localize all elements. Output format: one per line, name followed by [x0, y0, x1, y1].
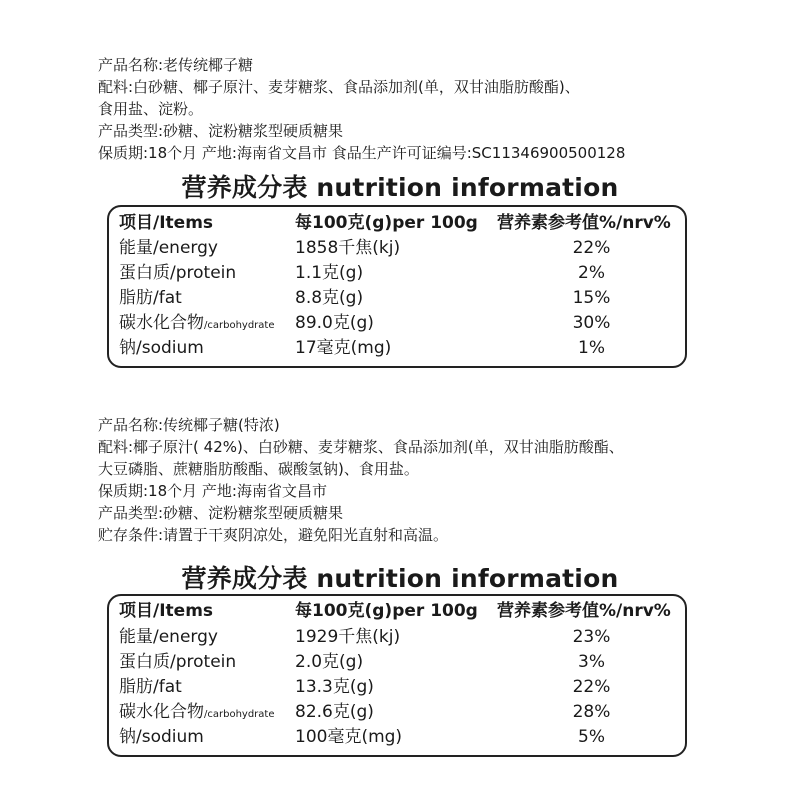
table-row [109, 625, 685, 650]
nutrient-nrv: 23% [572, 627, 611, 647]
nutrient-nrv: 22% [572, 677, 611, 697]
nutrient-name: 蛋白质/protein [119, 652, 237, 672]
table-row [109, 675, 685, 700]
nutrient-name: 钠/sodium [119, 727, 204, 747]
nutrient-value: 17毫克(mg) [295, 338, 392, 358]
table-row [109, 286, 685, 311]
nutrient-value: 8.8克(g) [295, 288, 364, 308]
table-row [109, 725, 685, 750]
product2-ingredients-line: 配料:椰子原汁( 42%)、白砂糖、麦芽糖浆、食品添加剂(单，双甘油脂肪酸酯、 [98, 438, 624, 456]
header-per-100g: 每100克(g)per 100g [295, 601, 478, 621]
table-row [109, 311, 685, 336]
product2-storage-line: 贮存条件:请置于干爽阴凉处，避免阳光直射和高温。 [98, 526, 449, 544]
nutrient-name: 碳水化合物/carbohydrate [119, 313, 275, 333]
nutrient-value: 2.0克(g) [295, 652, 364, 672]
table-row [109, 700, 685, 725]
nutrient-nrv: 5% [578, 727, 605, 747]
nutrient-nrv: 22% [572, 238, 611, 258]
table-header-row [109, 211, 685, 236]
nutrient-value: 89.0克(g) [295, 313, 374, 333]
table-header-row [109, 599, 685, 624]
header-nrv: 营养素参考值%/nrv% [497, 601, 671, 621]
nutrient-value: 1929千焦(kj) [295, 627, 401, 647]
nutrition-table-2 [107, 594, 687, 757]
nutrient-nrv: 30% [572, 313, 611, 333]
nutrition-title-2: 营养成分表 nutrition information [181, 564, 619, 593]
product2-info [98, 414, 624, 546]
table-row [109, 650, 685, 675]
nutrition-title-1: 营养成分表 nutrition information [181, 173, 619, 202]
table-row [109, 236, 685, 261]
product1-shelf-life-line: 保质期:18个月 产地:海南省文昌市 食品生产许可证编号:SC11346900500128 [98, 144, 626, 162]
nutrient-value: 100毫克(mg) [295, 727, 403, 747]
nutrient-nrv: 2% [578, 263, 605, 283]
nutrition-table-1 [107, 205, 687, 368]
nutrient-value: 13.3克(g) [295, 677, 374, 697]
nutrient-name: 能量/energy [119, 627, 218, 647]
product2-name-line: 产品名称:传统椰子糖(特浓) [98, 416, 280, 434]
product1-type-line: 产品类型:砂糖、淀粉糖浆型硬质糖果 [98, 122, 344, 140]
product2-shelf-life-line: 保质期:18个月 产地:海南省文昌市 [98, 482, 327, 500]
header-items: 项目/Items [119, 213, 214, 233]
product1-name-line: 产品名称:老传统椰子糖 [98, 56, 254, 74]
nutrient-nrv: 15% [572, 288, 611, 308]
nutrient-nrv: 3% [578, 652, 605, 672]
header-items: 项目/Items [119, 601, 214, 621]
header-nrv: 营养素参考值%/nrv% [497, 213, 671, 233]
nutrient-name: 钠/sodium [119, 338, 204, 358]
nutrient-nrv: 28% [572, 702, 611, 722]
product2-type-line: 产品类型:砂糖、淀粉糖浆型硬质糖果 [98, 504, 344, 522]
header-per-100g: 每100克(g)per 100g [295, 213, 478, 233]
table-row [109, 261, 685, 286]
nutrient-name: 碳水化合物/carbohydrate [119, 702, 275, 722]
nutrient-name: 脂肪/fat [119, 288, 182, 308]
product2-ingredients-line: 大豆磷脂、蔗糖脂肪酸酯、碳酸氢钠)、食用盐。 [98, 460, 419, 478]
nutrient-nrv: 1% [578, 338, 605, 358]
product1-ingredients-line: 食用盐、淀粉。 [98, 100, 204, 118]
product1-ingredients-line: 配料:白砂糖、椰子原汁、麦芽糖浆、食品添加剂(单，双甘油脂肪酸酯)、 [98, 78, 580, 96]
nutrient-value: 82.6克(g) [295, 702, 374, 722]
nutrient-name: 脂肪/fat [119, 677, 182, 697]
nutrient-value: 1.1克(g) [295, 263, 364, 283]
product1-info [98, 54, 625, 164]
nutrient-name: 蛋白质/protein [119, 263, 237, 283]
nutrient-name: 能量/energy [119, 238, 218, 258]
table-row [109, 336, 685, 361]
nutrient-value: 1858千焦(kj) [295, 238, 401, 258]
